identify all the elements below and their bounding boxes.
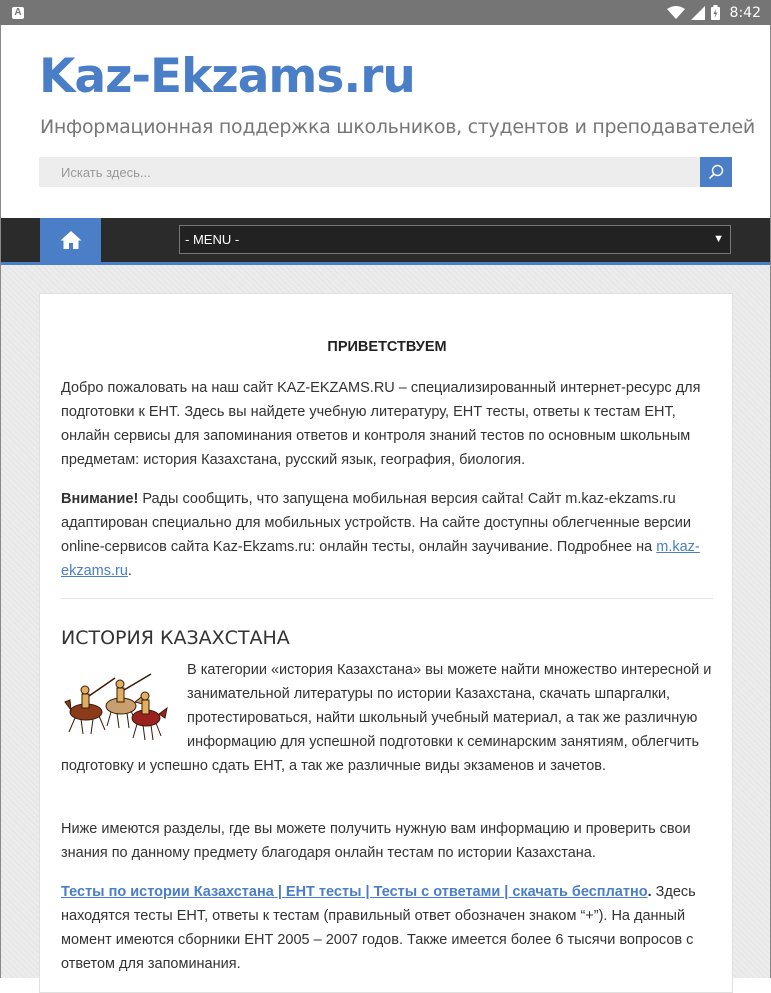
notice-paragraph <box>61 487 713 583</box>
web-page <box>0 25 771 978</box>
battery-icon <box>711 5 720 20</box>
site-title[interactable]: Kaz-Ekzams.ru <box>39 49 415 104</box>
divider <box>61 598 713 599</box>
search-button[interactable] <box>700 157 732 187</box>
main-navbar <box>1 218 770 265</box>
mobile-site-link[interactable]: m.kaz-ekzams.ru <box>61 539 700 579</box>
horse-riders-image <box>61 664 171 749</box>
welcome-text: Добро пожаловать на наш сайт KAZ-EKZAMS.RU – специализированный интернет-ресурс для подготовки к ЕНТ. Здесь вы найдете учебную литературу, ЕНТ тесты, ответы к тестам ЕНТ, онлайн сервисы для запоминания ответов и контроля знаний тестов по основным школьным предметам: история Казахстана, русский язык, география, биология. <box>61 380 701 468</box>
search-input[interactable] <box>39 157 701 187</box>
menu-dropdown-label: - MENU - <box>185 232 240 247</box>
home-button[interactable] <box>40 218 101 262</box>
history-intro <box>61 658 713 778</box>
main-content <box>39 293 733 993</box>
status-bar <box>0 0 771 25</box>
search-icon <box>708 164 724 180</box>
notice-text: Рады сообщить, что запущена мобильная версия сайта! Сайт m.kaz-ekzams.ru адаптирован специально для мобильных устройств. На сайте доступны облегченные версии online-сервисов сайта Kaz-Ekzams.ru: онлайн тесты, онлайн заучивание. Подробнее на <box>61 491 692 555</box>
notice-label: Внимание! <box>61 491 139 507</box>
notification-icon: A <box>12 7 24 19</box>
wifi-icon <box>667 6 685 20</box>
status-icons <box>667 0 761 25</box>
sections-text: Ниже имеются разделы, где вы можете получить нужную вам информацию и проверить свои знания по данному предмету благодаря онлайн тестам по истории Казахстана. <box>61 821 691 861</box>
site-header <box>1 25 770 218</box>
status-time: 8:42 <box>729 4 761 21</box>
menu-dropdown[interactable] <box>179 225 731 254</box>
tests-paragraph <box>61 880 713 976</box>
signal-icon <box>691 6 705 20</box>
site-tagline: Информационная поддержка школьников, студентов и преподавателей <box>40 116 755 138</box>
home-icon <box>60 230 82 250</box>
tests-link[interactable]: Тесты по истории Казахстана | ЕНТ тесты | Тесты с ответами | скачать бесплатно <box>61 884 648 900</box>
welcome-title: ПРИВЕТСТВУЕМ <box>327 339 447 355</box>
tests-period: . <box>647 884 652 900</box>
notice-end: . <box>127 563 132 579</box>
history-heading: ИСТОРИЯ КАЗАХСТАНА <box>61 627 290 649</box>
chevron-down-icon: ▼ <box>713 233 724 245</box>
tests-text: Здесь находятся тесты ЕНТ, ответы к тестам (правильный ответ обозначен знаком “+”). На данный момент имеются сборники ЕНТ 2005 – 2007 годов. Также имеется более 6 тысячи вопросов с ответом для запоминания. <box>61 884 696 972</box>
history-intro-text: В категории «история Казахстана» вы можете найти множество интересной и занимательной литературы по истории Казахстана, скачать шпаргалки, протестироваться, найти школьный учебный материал, а так же различную информацию для успешной подготовки к семинарским занятиям, облегчить подготовку и успешно сдать ЕНТ, а так же различные виды экзаменов и зачетов. <box>61 662 712 774</box>
